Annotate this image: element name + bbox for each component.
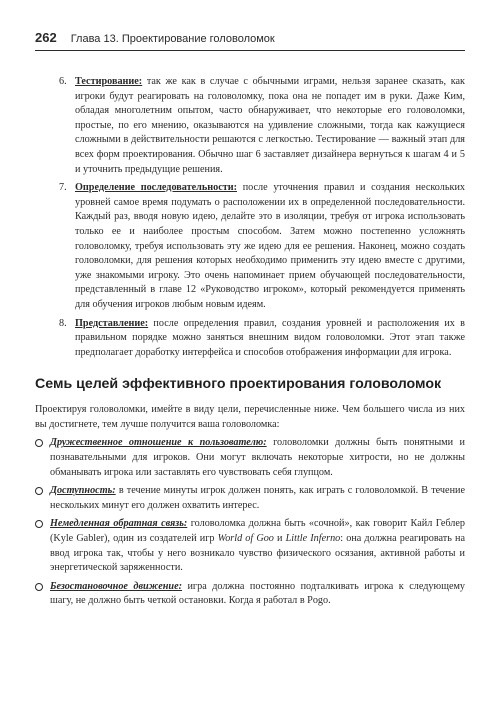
- step-text: так же как в случае с обычными играми, нельзя заранее сказать, как игроки будут реагировать на головоломку, пока она не попадет им в руки. Даже Ким, обладая многолетним опытом, часто обнаруживает, что некоторые его головоломки, простые, по его мнению, оказываются на удивление сложными, тогда как кажущиеся сложными в действительности решаются с легкостью. Тестирование — важный этап для всех форм проектирования. Обычно шаг 6 заставляет дизайнера вернуться к шагам 4 и 5 и уточнить предыдущие решения.: [75, 76, 465, 175]
- list-item: [35, 317, 465, 361]
- game-title: Little Inferno: [285, 533, 341, 545]
- circle-bullet-icon: [35, 439, 43, 447]
- goal-text: игра должна постоянно подталкивать игрока к следующему шагу, не должно быть четкой остановки. Когда я работал в Pogo.: [50, 580, 466, 607]
- goal-term: Дружественное отношение к пользователю:: [50, 437, 267, 449]
- list-item: [35, 517, 465, 575]
- goal-text: : она должна реагировать на ввод игрока так, чтобы у него возникало чувство физического осязания, активной работы и энергетической заряженности.: [50, 533, 465, 574]
- goal-term: Немедленная обратная связь:: [50, 518, 188, 530]
- section-intro: Проектируя головоломки, имейте в виду цели, перечисленные ниже. Чем большего числа из них вы достигнете, тем лучше получится ваша головоломка:: [35, 404, 465, 430]
- list-item: [35, 436, 465, 480]
- step-term: Представление:: [75, 317, 149, 329]
- goal-text: и: [273, 533, 286, 545]
- step-term: Определение последовательности:: [75, 182, 238, 194]
- circle-bullet-icon: [35, 487, 43, 495]
- step-text: после определения правил, создания уровней и расположения их в правильном порядке можно заняться внешним видом головоломки. Этот этап также предполагает доработку интерфейса и способов отображения информации для игрока.: [75, 317, 465, 358]
- page-header: [35, 30, 465, 51]
- goal-text: в течение минуты игрок должен понять, как играть с головоломкой. В течение нескольких минут его должен охватить интерес.: [50, 485, 465, 511]
- goal-term: Доступность:: [50, 485, 116, 497]
- step-term: Тестирование:: [75, 76, 143, 87]
- goals-list: [35, 436, 465, 609]
- list-item: [35, 75, 465, 177]
- step-number: 7.: [59, 182, 67, 194]
- page-number: 262: [35, 30, 57, 45]
- chapter-title: Глава 13. Проектирование головоломок: [70, 33, 275, 45]
- step-number: 6.: [59, 76, 67, 87]
- goal-text: головоломки должны быть понятными и познавательными для игроков. Они могут включать некоторые хитрости, но не должны обманывать игрока или заставлять его чувствовать себя глупцом.: [50, 437, 465, 478]
- game-title: World of Goo: [217, 533, 274, 545]
- step-text: после уточнения правил и создания нескольких уровней самое время подумать о расположении их в определенной последовательности. Каждый раз, вводя новую идею, делайте это в изоляции, требуя от игрока использовать только ее и наиболее простым способом. Затем можно постепенно усложнять головоломку, требуя использовать эту же идею для ее решения. Наконец, можно создать головоломки, для решения которых необходимо применить эту идею вместе с другими, уже знакомыми игроку. Это очень напоминает прием обучающей последовательности, представленный в главе 12 «Руководство игроком», который рекомендуется применять для обучения игроков любым новым идеям.: [75, 182, 465, 310]
- circle-bullet-icon: [35, 583, 43, 591]
- section-heading: Семь целей эффективного проектирования головоломок: [35, 376, 442, 393]
- design-steps-list: [35, 75, 465, 360]
- step-number: 8.: [59, 317, 67, 329]
- list-item: [35, 484, 465, 513]
- goal-term: Безостановочное движение:: [50, 580, 183, 592]
- list-item: [35, 181, 465, 312]
- page-body: [35, 75, 465, 613]
- list-item: [35, 580, 465, 609]
- circle-bullet-icon: [35, 520, 43, 528]
- goal-text: головоломка должна быть «сочной», как говорит Кайл Геблер (Kyle Gabler), один из создателей игр: [50, 518, 465, 545]
